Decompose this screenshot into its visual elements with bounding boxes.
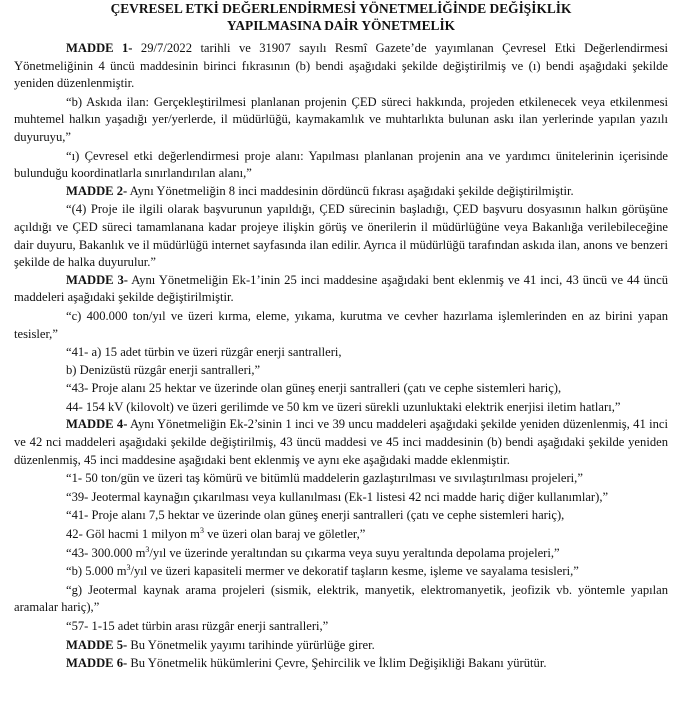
article-4-paragraph: “39- Jeotermal kaynağın çıkarılması veya kullanılması (Ek-1 listesi 42 nci madde hariç diğer kullanımlar),” <box>66 489 609 504</box>
article-3-paragraph: “41- a) 15 adet türbin ve üzeri rüzgâr enerji santralleri, <box>66 345 342 360</box>
title-line-1: ÇEVRESEL ETKİ DEĞERLENDİRMESİ YÖNETMELİĞİNDE DEĞİŞİKLİK <box>110 1 572 16</box>
article-1-heading: MADDE 1- <box>66 41 133 55</box>
article-4-paragraph: “1- 50 ton/gün ve üzeri taş kömürü ve bitümlü maddelerin gazlaştırılması ve sıvılaştırılması projeleri,” <box>66 471 583 486</box>
article-1-text: 29/7/2022 tarihli ve 31907 sayılı Resmî Gazete’de yayımlanan Çevresel Etki Değerlendirmesi Yönetmeliğinin 4 üncü maddesinin birinci fıkrasının (b) bendi aşağıdaki şekilde değiştirilmiş ve (ı) bendi aşağıdaki şekilde yeniden düzenlenmiştir. <box>14 41 668 91</box>
article-5-text: Bu Yönetmelik yayımı tarihinde yürürlüğe girer. <box>127 637 375 652</box>
article-3 <box>14 272 668 307</box>
article-4-paragraph: “g) Jeotermal kaynak arama projeleri (sismik, elektrik, manyetik, elektromanyetik, jeofizik vb. yöntemle yapılan aramalar hariç),” <box>14 582 668 615</box>
article-2-heading: MADDE 2- <box>66 183 128 198</box>
text-fragment: /yıl ve üzerinde yeraltından su çıkarma veya suyu yeraltında depolama projeleri,” <box>149 545 560 560</box>
text-fragment: /yıl ve üzeri kapasiteli mermer ve dekoratif taşların kesme, işleme ve sayalama tesisleri,” <box>130 564 579 579</box>
article-2 <box>14 183 668 201</box>
article-2-paragraph: “(4) Proje ile ilgili olarak başvurunun yapıldığı, ÇED sürecinin başladığı, ÇED başvuru dosyasının halkın görüşüne açıldığı ve ÇED süreci tamamlanana kadar projeye ilişkin görüş ve önerilerin il müdürlüğüne veya Bakanlığa verilebileceğine dair duyuru, Bakanlık ve il müdürlüğü internet sayfasında ilan edilir. Ayrıca il müdürlüğü tarafından askıda ilan, anons ve benzeri şekilde de halka duyurulur.” <box>14 202 668 270</box>
article-6 <box>14 655 668 673</box>
superscript: 3 <box>126 563 131 573</box>
article-5 <box>14 637 668 655</box>
article-4-paragraph: “57- 1-15 adet türbin arası rüzgâr enerji santralleri,” <box>66 619 329 633</box>
document-title <box>14 0 668 34</box>
article-1 <box>14 40 668 93</box>
article-4-text: Aynı Yönetmeliğin Ek-2’sinin 1 inci ve 39 uncu maddeleri aşağıdaki şekilde yeniden düzenlenmiş, 41 inci ve 42 nci maddeleri aşağıdaki şekilde değiştirilmiş, 43 üncü maddesi ve 45 inci maddesinin (b) bendi aşağıdaki şekilde yeniden düzenlenmiş, 45 inci maddesine aşağıdaki bent eklenmiş ve aynı eke aşağıdaki madde eklenmiştir. <box>14 417 668 467</box>
article-6-text: Bu Yönetmelik hükümlerini Çevre, Şehircilik ve İklim Değişikliği Bakanı yürütür. <box>127 656 547 671</box>
text-fragment: 42- Göl hacmi 1 milyon m <box>66 527 200 542</box>
superscript: 3 <box>199 526 204 536</box>
article-6-heading: MADDE 6- <box>66 656 128 671</box>
article-5-heading: MADDE 5- <box>66 637 128 652</box>
article-4-paragraph <box>14 563 668 581</box>
text-fragment: “43- 300.000 m <box>66 545 146 560</box>
article-4-paragraph: “41- Proje alanı 7,5 hektar ve üzerinde olan güneş enerji santralleri (çatı ve cephe sistemleri hariç), <box>66 508 565 523</box>
article-4-paragraph <box>14 545 668 563</box>
article-1-paragraph: “ı) Çevresel etki değerlendirmesi proje alanı: Yapılması planlanan projenin ana ve yardımcı ünitelerinin içerisinde bulunduğu koordinatlarla sınırlandırılan alanı,” <box>14 148 668 181</box>
text-fragment: ve üzeri olan baraj ve göletler,” <box>203 527 366 542</box>
title-line-2: YAPILMASINA DAİR YÖNETMELİK <box>226 18 456 33</box>
article-4-heading: MADDE 4- <box>66 417 128 432</box>
article-1-paragraph: “b) Askıda ilan: Gerçekleştirilmesi planlanan projenin ÇED süreci hakkında, projeden etkilenecek veya etkilenmesi muhtemel halkın yaşadığı yer/yerlerde, il müdürlüğü, kaymakamlık ve muhtarlıkta bulunan askı ilan yerlerinde yapılan yazılı duyuruyu,” <box>14 94 668 144</box>
article-3-paragraph: 44- 154 kV (kilovolt) ve üzeri gerilimde ve 50 km ve üzeri sürekli uzunluktaki elektrik enerjisi iletim hatları,” <box>66 399 621 414</box>
article-4 <box>14 416 668 469</box>
text-fragment: “b) 5.000 m <box>66 564 127 579</box>
article-3-heading: MADDE 3- <box>66 272 129 287</box>
article-3-paragraph: “c) 400.000 ton/yıl ve üzeri kırma, eleme, yıkama, kurutma ve cevher hazırlama işlemlerinden en az birini yapan tesisler,” <box>14 308 668 341</box>
article-2-text: Aynı Yönetmeliğin 8 inci maddesinin dördüncü fıkrası aşağıdaki şekilde değiştirilmiştir. <box>127 183 574 198</box>
article-3-paragraph: b) Denizüstü rüzgâr enerji santralleri,” <box>66 362 261 377</box>
article-3-paragraph: “43- Proje alanı 25 hektar ve üzerinde olan güneş enerji santralleri (çatı ve cephe sistemleri hariç), <box>66 381 562 396</box>
article-3-text: Aynı Yönetmeliğin Ek-1’inin 25 inci maddesine aşağıdaki bent eklenmiş ve 41 inci, 43 üncü ve 44 üncü maddeleri aşağıdaki şekilde değiştirilmiştir. <box>14 272 668 305</box>
superscript: 3 <box>145 544 150 554</box>
article-4-paragraph <box>14 526 668 544</box>
